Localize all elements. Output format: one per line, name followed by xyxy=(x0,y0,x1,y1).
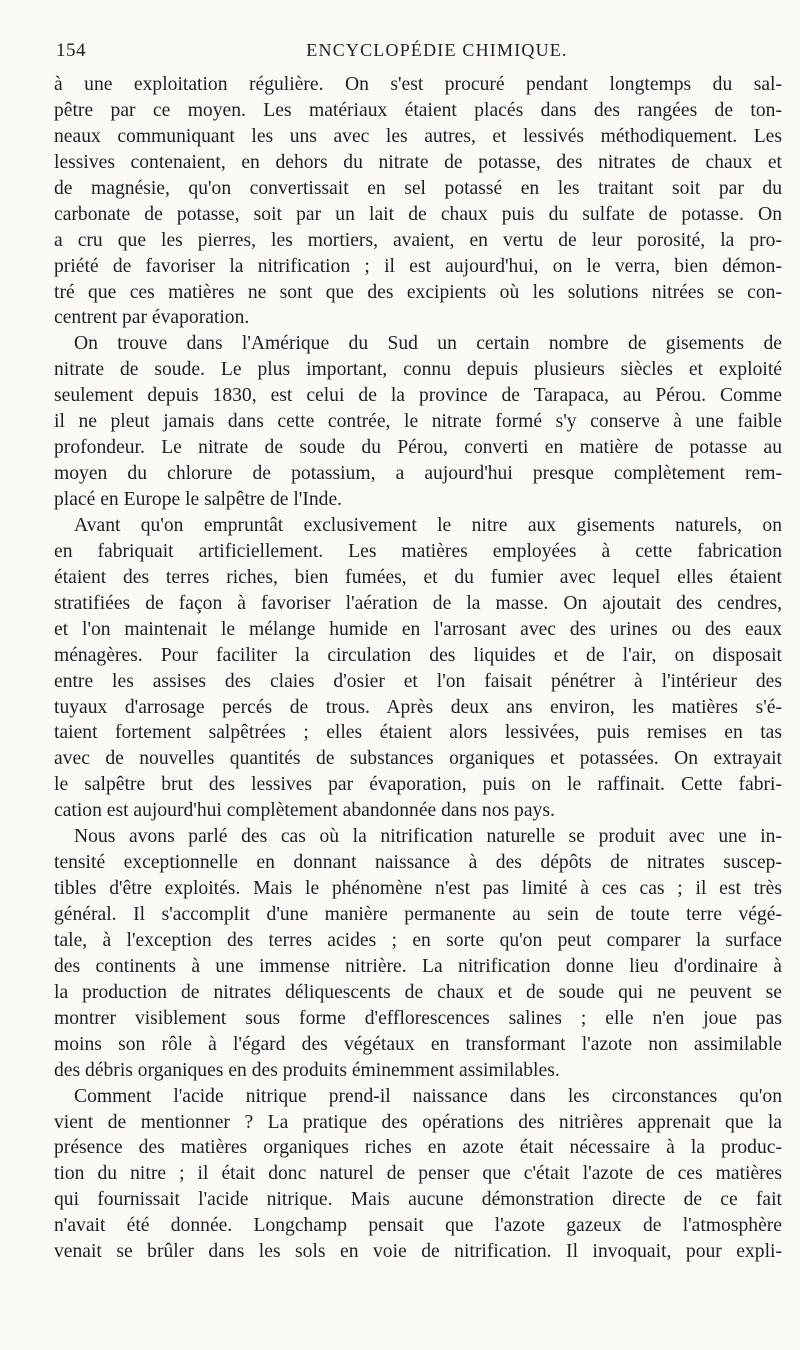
text-line: des débris organiques en des produits éminemment assimilables. xyxy=(54,1059,560,1081)
text-line: avec de nouvelles quantités de substances organiques et potassées. On extrayait xyxy=(54,748,782,770)
page-header xyxy=(56,40,778,66)
text-line: a cru que les pierres, les mortiers, avaient, en vertu de leur porosité, la pro- xyxy=(54,229,782,251)
body-text xyxy=(54,72,782,1265)
text-line: montrer visiblement sous forme d'efflorescences salines ; elle n'en joue pas xyxy=(54,1007,782,1029)
text-line: moins son rôle à l'égard des végétaux en transformant l'azote non assimilable xyxy=(54,1033,782,1055)
text-line: le salpêtre brut des lessives par évaporation, puis on le raffinait. Cette fabri- xyxy=(54,774,782,796)
text-line: carbonate de potasse, soit par un lait de chaux puis du sulfate de potasse. On xyxy=(54,203,782,225)
text-line: cation est aujourd'hui complètement abandonnée dans nos pays. xyxy=(54,800,555,822)
text-line: placé en Europe le salpêtre de l'Inde. xyxy=(54,489,343,510)
text-line: pêtre par ce moyen. Les matériaux étaient placés dans des rangées de ton- xyxy=(54,99,782,121)
text-line: en fabriquait artificiellement. Les matières employées à cette fabrication xyxy=(54,540,782,562)
text-line: et l'on maintenait le mélange humide en l'arrosant avec des urines ou des eaux xyxy=(54,618,782,640)
text-line: seulement depuis 1830, est celui de la province de Tarapaca, au Pérou. Comme xyxy=(54,385,782,407)
text-line: tale, à l'exception des terres acides ; en sorte qu'on peut comparer la surface xyxy=(54,929,782,951)
text-line: présence des matières organiques riches en azote était nécessaire à la produc- xyxy=(54,1137,782,1159)
text-line: qui fournissait l'acide nitrique. Mais aucune démonstration directe de ce fait xyxy=(54,1189,782,1211)
text-line: tré que ces matières ne sont que des excipients où les solutions nitrées se con- xyxy=(54,281,782,303)
text-line: à une exploitation régulière. On s'est procuré pendant longtemps du sal- xyxy=(54,74,782,95)
paragraph xyxy=(54,1084,782,1266)
paragraph xyxy=(54,331,782,513)
text-line: centrent par évaporation. xyxy=(54,307,250,329)
text-line: des continents à une immense nitrière. La nitrification donne lieu d'ordinaire à xyxy=(54,955,782,977)
text-line: tuyaux d'arrosage percés de trous. Après deux ans environ, les matières s'é- xyxy=(54,696,782,718)
text-line: stratifiées de façon à favoriser l'aération de la masse. On ajoutait des cendres, xyxy=(54,592,782,614)
page-number: 154 xyxy=(56,40,86,61)
text-line: On trouve dans l'Amérique du Sud un certain nombre de gisements de xyxy=(74,333,782,355)
text-line: nitrate de soude. Le plus important, connu depuis plusieurs siècles et exploité xyxy=(54,359,782,381)
text-line: général. Il s'accomplit d'une manière permanente au sein de toute terre végé- xyxy=(54,904,782,925)
text-line: tibles d'être exploités. Mais le phénomène n'est pas limité à ces cas ; il est très xyxy=(54,878,782,900)
paragraph xyxy=(54,513,782,824)
text-line: moyen du chlorure de potassium, a aujourd'hui presque complètement rem- xyxy=(54,463,782,485)
text-line: la production de nitrates déliquescents de chaux et de soude qui ne peuvent se xyxy=(54,981,782,1003)
text-line: lessives contenaient, en dehors du nitrate de potasse, des nitrates de chaux et xyxy=(54,151,782,173)
text-line: Avant qu'on empruntât exclusivement le nitre aux gisements naturels, on xyxy=(74,514,782,536)
running-title: ENCYCLOPÉDIE CHIMIQUE. xyxy=(306,40,568,60)
text-line: vient de mentionner ? La pratique des opérations des nitrières apprenait que la xyxy=(54,1111,782,1133)
text-line: priété de favoriser la nitrification ; il est aujourd'hui, on le verra, bien démon- xyxy=(54,255,782,277)
text-line: profondeur. Le nitrate de soude du Pérou, converti en matière de potasse au xyxy=(54,437,782,459)
text-line: taient fortement salpêtrées ; elles étaient alors lessivées, puis remises en tas xyxy=(54,722,782,744)
text-line: n'avait été donnée. Longchamp pensait que l'azote gazeux de l'atmosphère xyxy=(54,1215,782,1237)
text-line: entre les assises des claies d'osier et l'on faisait pénétrer à l'intérieur des xyxy=(54,670,782,692)
text-line: Comment l'acide nitrique prend-il naissance dans les circonstances qu'on xyxy=(74,1085,782,1107)
text-line: de magnésie, qu'on convertissait en sel potassé en les traitant soit par du xyxy=(54,177,782,199)
text-line: neaux communiquant les uns avec les autres, et lessivés méthodiquement. Les xyxy=(54,125,782,147)
paragraph xyxy=(54,824,782,1083)
text-line: ménagères. Pour faciliter la circulation des liquides et de l'air, on disposait xyxy=(54,644,782,666)
paragraph xyxy=(54,72,782,331)
text-line: il ne pleut jamais dans cette contrée, le nitrate formé s'y conserve à une faible xyxy=(54,411,782,433)
text-line: Nous avons parlé des cas où la nitrification naturelle se produit avec une in- xyxy=(74,826,782,848)
text-line: tensité exceptionnelle en donnant naissance à des dépôts de nitrates suscep- xyxy=(54,852,782,874)
text-line: venait se brûler dans les sols en voie de nitrification. Il invoquait, pour expli- xyxy=(54,1241,782,1263)
text-line: tion du nitre ; il était donc naturel de penser que c'était l'azote de ces matières xyxy=(54,1163,782,1185)
text-line: étaient des terres riches, bien fumées, et du fumier avec lequel elles étaient xyxy=(54,566,782,588)
